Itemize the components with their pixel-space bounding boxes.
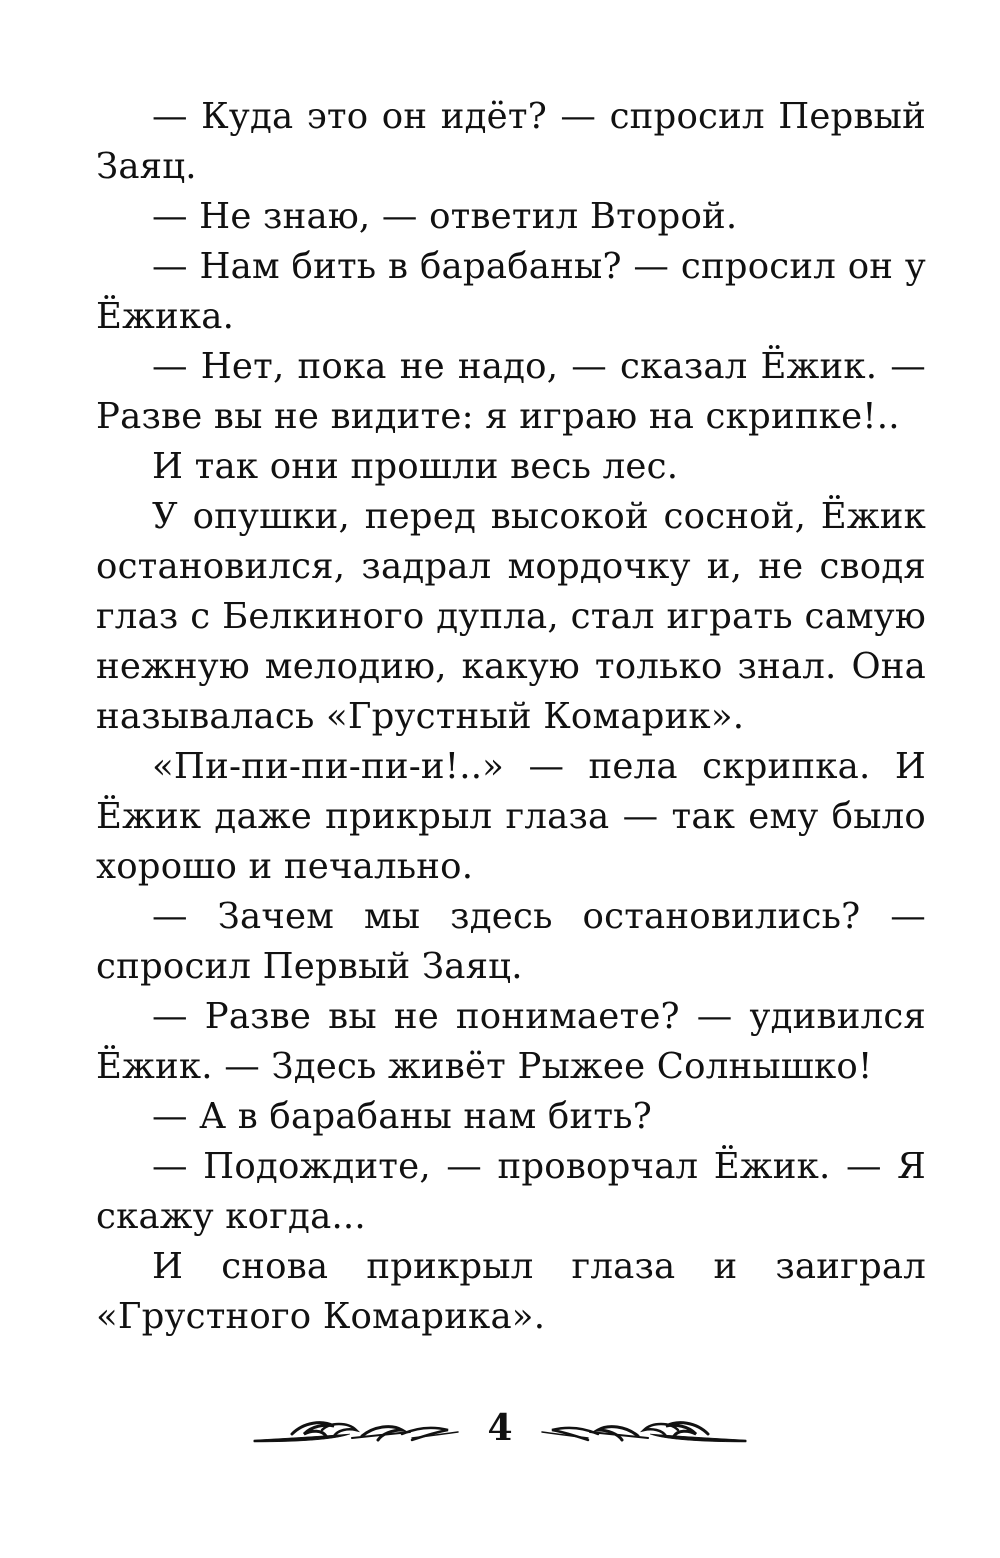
left-flourish-icon — [252, 1412, 462, 1452]
paragraph: И так они прошли весь лес. — [152, 446, 679, 487]
paragraph: — Куда это он идёт? — спросил Первый Заяц. — [96, 96, 926, 187]
paragraph: — Не знаю, — ответил Второй. — [152, 196, 738, 237]
paragraph: И снова прикрыл глаза и заиграл «Грустного Комарика». — [96, 1246, 926, 1337]
paragraph: «Пи-пи-пи-пи-и!..» — пела скрипка. И Ёжик даже прикрыл глаза — так ему было хорошо и печально. — [96, 746, 926, 887]
paragraph: — А в барабаны нам бить? — [152, 1096, 652, 1137]
story-text — [96, 92, 926, 1342]
paragraph: У опушки, перед высокой сосной, Ёжик остановился, задрал мордочку и, не сводя глаз с Белкиного дупла, стал играть самую нежную мелодию, какую только знал. Она называлась «Грустный Комарик». — [96, 496, 926, 737]
paragraph: — Зачем мы здесь остановились? — спросил Первый Заяц. — [96, 896, 926, 987]
paragraph: — Подождите, — проворчал Ёжик. — Я скажу когда... — [96, 1146, 926, 1237]
page-footer — [0, 1398, 1000, 1468]
paragraph: — Нет, пока не надо, — сказал Ёжик. — Разве вы не видите: я играю на скрипке!.. — [96, 346, 926, 437]
paragraph: — Разве вы не понимаете? — удивился Ёжик. — Здесь живёт Рыжее Солнышко! — [96, 996, 926, 1087]
right-flourish-icon — [538, 1412, 748, 1452]
paragraph: — Нам бить в барабаны? — спросил он у Ёжика. — [96, 246, 926, 337]
page-number: 4 — [487, 1407, 513, 1449]
